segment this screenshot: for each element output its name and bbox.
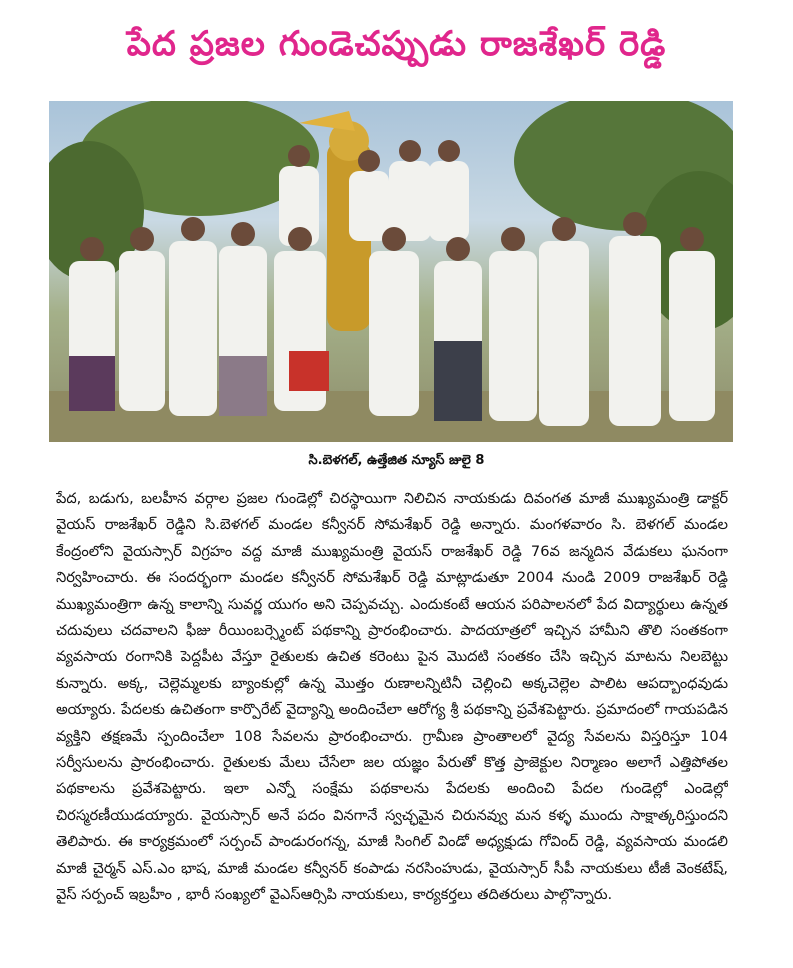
cloth (434, 341, 482, 421)
red-chair (289, 351, 329, 391)
photo-of-statue-celebration-icon (49, 101, 733, 442)
article-body: పేద, బడుగు, బలహీన వర్గాల ప్రజల గుండెల్లో చిరస్థాయిగా నిలిచిన నాయకుడు దివంగత మాజీ ముఖ్యమంత్రి డాక్టర్ వైయస్ రాజశేఖర్ రెడ్డిని సి.బెళగల్ మండల కన్వీనర్ సోమశేఖర్ రెడ్డి అన్నారు. మంగళవారం సి. బెళగల్ మండల కేంద్రంలోని వైయస్సార్ విగ్రహం వద్ద మాజీ ముఖ్యమంత్రి వైయస్ రాజశేఖర్ రెడ్డి 76వ జన్మదిన వేడుకలు ఘనంగా నిర్వహించారు. ఈ సందర్భంగా మండల కన్వీనర్ సోమశేఖర్ రెడ్డి మాట్లాడుతూ 2004 నుండి 2009 రాజశేఖర్ రెడ్డి ముఖ్యమంత్రిగా ఉన్న కాలాన్ని సువర్ణ యుగం అని చెప్పవచ్చు. ఎందుకంటే ఆయన పరిపాలనలో పేద విద్యార్థులు ఉన్నత చదువులు చదవాలని ఫీజు రీయింబర్స్మెంట్ పథకాన్ని ప్రారంభించారు. పాదయాత్రలో ఇచ్చిన హామీని తొలి సంతకంగా వ్యవసాయ రంగానికి పెద్దపీట వేస్తూ రైతులకు ఉచిత కరెంటు పైన మొదటి సంతకం చేసి ఇచ్చిన మాటను నిలబెట్టు కున్నారు. అక్క, చెల్లెమ్మలకు బ్యాంకుల్లో ఉన్న మొత్తం రుణాలన్నిటినీ చెల్లించి అక్కచెల్లెల పాలిట ఆపద్బాంధవుడు అయ్యారు. పేదలకు ఉచితంగా కార్పొరేట్ వైద్యాన్ని అందించేలా ఆరోగ్య శ్రీ పథకాన్ని ప్రవేశపెట్టారు. ప్రమాదంలో గాయపడిన వ్యక్తిని తక్షణమే స్పందించేలా 108 సేవలను ప్రారంభించారు. గ్రామీణ ప్రాంతాలలో వైద్య సేవలను విస్తరిస్తూ 104 సర్వీసులను ప్రారంభించారు. రైతులకు మేలు చేసేలా జల యజ్ఞం పేరుతో కొత్త ప్రాజెక్టుల నిర్మాణం అలాగే ఎత్తిపోతల పథకాలను ప్రవేశపెట్టారు. ఇలా ఎన్నో సంక్షేమ పథకాలను పేదలకు అందించి పేదల గుండెల్లో ఎండెల్లో చిరస్మరణీయుడయ్యారు. వైయస్సార్ అనే పదం వినగానే స్వచ్ఛమైన చిరునవ్వు మన కళ్ళ ముందు సాక్షాత్కరిస్తుందని తెలిపారు. ఈ కార్యక్రమంలో సర్పంచ్ పాండురంగన్న, మాజీ సింగిల్ విండో అధ్యక్షుడు గోవింద్ రెడ్డి, వ్యవసాయ మండలి మాజీ చైర్మన్ ఎస్.ఎం భాష, మాజీ మండల కన్వీనర్ కంపాడు నరసింహుడు, వైయస్సార్ సీపీ నాయకులు టీజీ వెంకటేష్, వైస్ సర్పంచ్ ఇబ్రహీం , భారీ సంఖ్యలో వైఎస్ఆర్సిపి నాయకులు, కార్యకర్తలు తదితరులు పాల్గొన్నారు. (56, 490, 728, 904)
headline: పేద ప్రజల గుండెచప్పుడు రాజశేఖర్ రెడ్డి (126, 24, 667, 64)
statue-arm (299, 111, 355, 131)
news-photo (49, 101, 733, 442)
cloth (69, 356, 115, 411)
photo-caption: సి.బెళగల్, ఉత్తేజిత న్యూస్ జులై 8 (308, 453, 485, 468)
cloth (219, 356, 267, 416)
